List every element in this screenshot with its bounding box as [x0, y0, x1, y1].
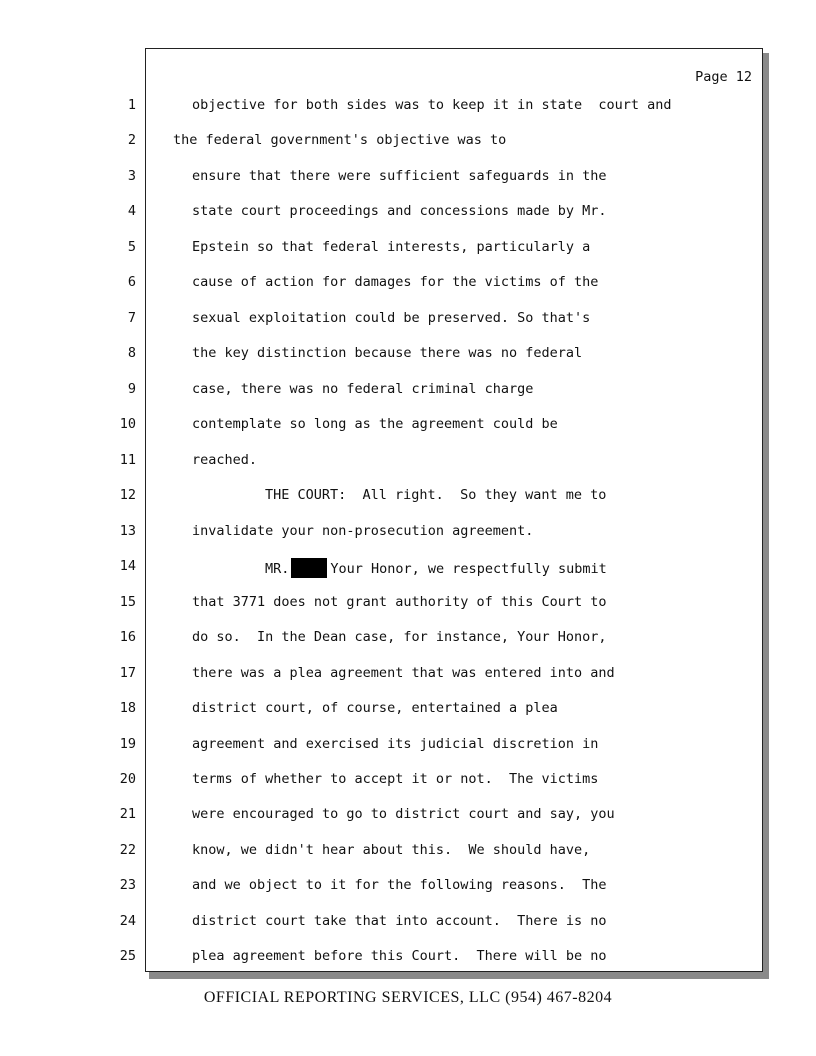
transcript-line: district court take that into account. There is no: [192, 913, 607, 929]
page-number: Page 12: [695, 69, 752, 85]
line-number: 12: [119, 487, 136, 503]
line-number: 15: [119, 594, 136, 610]
transcript-line: state court proceedings and concessions made by Mr.: [192, 203, 607, 219]
transcript-line: were encouraged to go to district court and say, you: [192, 806, 615, 822]
line-number: 2: [127, 132, 136, 148]
line-number: 14: [119, 558, 136, 574]
transcript-line: know, we didn't hear about this. We should have,: [192, 842, 591, 858]
transcript-line: cause of action for damages for the victims of the: [192, 274, 599, 290]
line-number: 13: [119, 523, 136, 539]
transcript-line: invalidate your non-prosecution agreement.: [192, 523, 534, 539]
transcript-line: reached.: [192, 452, 258, 468]
line-number: 18: [119, 700, 136, 716]
line-number: 20: [119, 771, 136, 787]
line-number: 25: [119, 948, 136, 964]
line-number: 21: [119, 806, 136, 822]
line-number: 24: [119, 913, 136, 929]
transcript-line: [265, 558, 607, 578]
line-number: 1: [127, 97, 136, 113]
speaker-label: MR.: [265, 561, 290, 577]
transcript-line: the federal government's objective was to: [173, 132, 507, 148]
line-number: 9: [127, 381, 136, 397]
transcript-line: do so. In the Dean case, for instance, Your Honor,: [192, 629, 607, 645]
transcript-line: sexual exploitation could be preserved. So that's: [192, 310, 591, 326]
redaction-bar: [291, 558, 327, 578]
transcript-line: agreement and exercised its judicial discretion in: [192, 736, 599, 752]
transcript-line: the key distinction because there was no federal: [192, 345, 583, 361]
line-number: 17: [119, 665, 136, 681]
reporter-footer: OFFICIAL REPORTING SERVICES, LLC (954) 467-8204: [203, 989, 613, 1006]
line-number: 4: [127, 203, 136, 219]
transcript-line: THE COURT: All right. So they want me to: [265, 487, 607, 503]
transcript-line: terms of whether to accept it or not. The victims: [192, 771, 599, 787]
line-number: 22: [119, 842, 136, 858]
line-number: 23: [119, 877, 136, 893]
line-number: 11: [119, 452, 136, 468]
line-number: 6: [127, 274, 136, 290]
line-number: 19: [119, 736, 136, 752]
line-number: 8: [127, 345, 136, 361]
transcript-line: that 3771 does not grant authority of this Court to: [192, 594, 607, 610]
transcript-line: district court, of course, entertained a plea: [192, 700, 558, 716]
transcript-line: there was a plea agreement that was entered into and: [192, 665, 615, 681]
line-number: 7: [127, 310, 136, 326]
transcript-line: Epstein so that federal interests, particularly a: [192, 239, 591, 255]
transcript-line: ensure that there were sufficient safeguards in the: [192, 168, 607, 184]
transcript-line: plea agreement before this Court. There will be no: [192, 948, 607, 964]
transcript-line: contemplate so long as the agreement could be: [192, 416, 558, 432]
line-number: 3: [127, 168, 136, 184]
transcript-line: objective for both sides was to keep it in state court and: [192, 97, 672, 113]
transcript-line: case, there was no federal criminal charge: [192, 381, 534, 397]
line-number: 5: [127, 239, 136, 255]
line-number: 10: [119, 416, 136, 432]
transcript-line: and we object to it for the following reasons. The: [192, 877, 607, 893]
transcript-page: [145, 48, 763, 972]
line-number: 16: [119, 629, 136, 645]
speaker-text: Your Honor, we respectfully submit: [330, 561, 607, 577]
